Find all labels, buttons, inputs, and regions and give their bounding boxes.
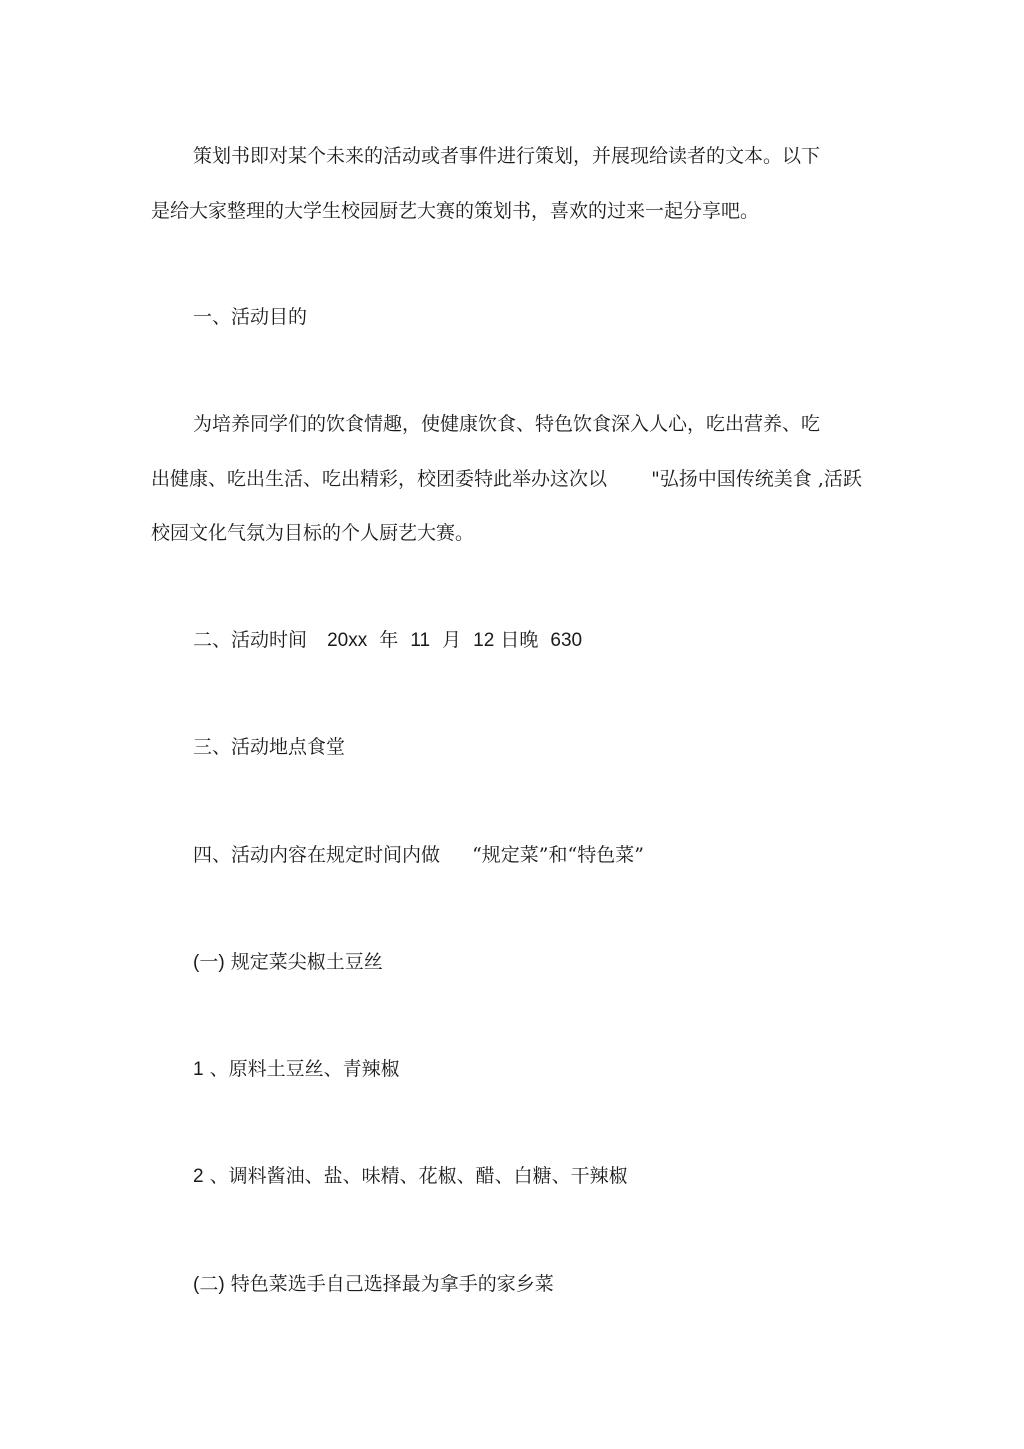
sub-1-item-1 bbox=[193, 1056, 400, 1083]
sub-2-heading-text: 特色菜选手自己选择最为拿手的家乡菜 bbox=[230, 1273, 554, 1295]
section-1-para-line-3 bbox=[151, 520, 474, 546]
sub-1-heading-text: 规定菜尖椒土豆丝 bbox=[230, 951, 383, 973]
section-1-heading-text: 一、活动目的 bbox=[193, 306, 308, 328]
intro-line-2 bbox=[151, 198, 759, 224]
section-1-para-line-1 bbox=[193, 411, 820, 437]
section-1-para-text-2b: "弘扬中国传统美食 ,活跃 bbox=[651, 468, 862, 490]
section-4-label: 四、活动内容在规定时间内做 bbox=[193, 844, 441, 866]
sub-1-item-2 bbox=[193, 1163, 628, 1190]
sub-2-heading bbox=[193, 1271, 554, 1298]
sub-1-item-1-num: 1 bbox=[193, 1059, 204, 1080]
section-2-month: 11 bbox=[410, 630, 431, 651]
sub-1-heading bbox=[193, 949, 383, 976]
section-4-heading bbox=[193, 842, 644, 868]
sub-1-item-2-text: 、调料酱油、盐、味精、花椒、醋、白糖、干辣椒 bbox=[209, 1165, 628, 1187]
intro-text-1: 策划书即对某个未来的活动或者事件进行策划，并展现给读者的文本。以下 bbox=[193, 145, 821, 167]
section-2-day-unit: 日晚 bbox=[500, 629, 539, 651]
section-4-dishes: “规定菜”和“特色菜” bbox=[472, 844, 644, 866]
sub-1-item-2-num: 2 bbox=[193, 1166, 204, 1187]
section-1-para-line-2 bbox=[151, 466, 862, 492]
section-2-time: 630 bbox=[550, 630, 583, 651]
section-1-para-text-1: 为培养同学们的饮食情趣，使健康饮食、特色饮食深入人心，吃出营养、吃 bbox=[193, 413, 821, 435]
sub-1-prefix: (一) bbox=[193, 952, 225, 973]
section-1-para-text-2a: 出健康、吃出生活、吃出精彩，校团委特此举办这次以 bbox=[151, 468, 608, 490]
section-2-label: 二、活动时间 bbox=[193, 629, 308, 651]
sub-1-item-1-text: 、原料土豆丝、青辣椒 bbox=[209, 1058, 400, 1080]
section-1-para-text-3: 校园文化气氛为目标的个人厨艺大赛。 bbox=[151, 522, 475, 544]
section-2-day: 12 bbox=[473, 630, 495, 651]
intro-text-2: 是给大家整理的大学生校园厨艺大赛的策划书，喜欢的过来一起分享吧。 bbox=[151, 200, 760, 222]
section-2-month-unit: 月 bbox=[442, 629, 462, 651]
intro-line-1 bbox=[193, 143, 820, 169]
section-2-year: 20xx bbox=[327, 630, 368, 651]
section-3-heading bbox=[193, 734, 345, 760]
section-1-heading bbox=[193, 304, 307, 330]
section-2-heading bbox=[193, 627, 582, 654]
section-3-heading-text: 三、活动地点食堂 bbox=[193, 736, 346, 758]
section-2-year-unit: 年 bbox=[379, 629, 399, 651]
sub-2-prefix: (二) bbox=[193, 1274, 225, 1295]
